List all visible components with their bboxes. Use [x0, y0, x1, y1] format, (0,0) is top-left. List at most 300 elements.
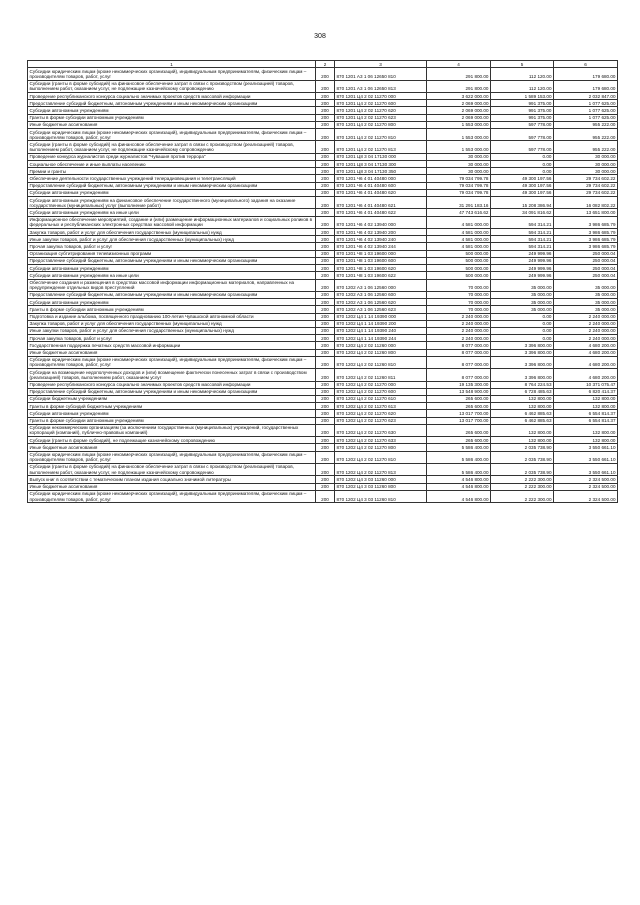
row-remainder-cell: 3 986 685.79: [554, 229, 618, 236]
row-code-cell: 870 1201 Ц4 2 02 11270 800: [335, 121, 427, 128]
row-code-cell: 870 1202 Ц4 2 02 11270 633: [335, 437, 427, 444]
row-name-cell: Субсидии (гранты в форме субсидий) на финансовое обеспечение затрат в связи с производством (реализацией) товаров, выполнением работ, оказанием услуг, не подлежащие казначейскому сопровождению: [28, 141, 316, 153]
column-header-5: 5: [491, 61, 554, 68]
row-grbs-cell: 200: [316, 100, 335, 107]
row-remainder-cell: 29 734 602.22: [554, 189, 618, 196]
row-remainder-cell: 1 077 625.00: [554, 107, 618, 114]
row-amount-cell: 30 000.00: [427, 168, 491, 175]
row-name-cell: Субсидии юридическим лицам (кроме некоммерческих организаций), индивидуальным предпринимателям, физическим лицам – производителям товаров, работ, услуг: [28, 356, 316, 368]
table-row: [28, 299, 618, 306]
row-name-cell: Гранты в форме субсидий бюджетным учреждениям: [28, 403, 316, 410]
row-executed-cell: 0.00: [491, 335, 554, 342]
table-row: [28, 451, 618, 463]
row-name-cell: Субсидии автономным учреждениям: [28, 410, 316, 417]
row-grbs-cell: 200: [316, 299, 335, 306]
row-grbs-cell: 200: [316, 369, 335, 381]
page-number: 308: [314, 33, 326, 40]
table-body: [28, 68, 618, 503]
row-amount-cell: 13 017 700.00: [427, 410, 491, 417]
row-remainder-cell: 30 000.00: [554, 153, 618, 160]
table-row: [28, 320, 618, 327]
row-grbs-cell: 200: [316, 327, 335, 334]
row-remainder-cell: 250 000.04: [554, 265, 618, 272]
row-code-cell: 870 1202 Ц4 1 14 19390 240: [335, 327, 427, 334]
row-executed-cell: 49 300 197.56: [491, 189, 554, 196]
row-amount-cell: 31 291 183.16: [427, 197, 491, 209]
row-executed-cell: 0.00: [491, 320, 554, 327]
row-amount-cell: 4 546 800.00: [427, 490, 491, 502]
table-row: [28, 209, 618, 216]
row-amount-cell: 4 546 800.00: [427, 476, 491, 483]
row-amount-cell: 47 743 616.62: [427, 209, 491, 216]
table-row: [28, 403, 618, 410]
row-code-cell: 870 1202 Ц4 2 02 11270 800: [335, 444, 427, 451]
row-grbs-cell: 200: [316, 395, 335, 402]
row-amount-cell: 4 581 000.00: [427, 229, 491, 236]
row-code-cell: 870 1202 Ц4 3 03 11260 810: [335, 490, 427, 502]
row-grbs-cell: 200: [316, 335, 335, 342]
row-grbs-cell: 200: [316, 175, 335, 182]
row-amount-cell: 291 800.00: [427, 80, 491, 92]
row-remainder-cell: 6 820 414.37: [554, 388, 618, 395]
row-code-cell: 870 1202 Ц4 3 03 11260 800: [335, 483, 427, 490]
row-code-cell: 870 1201 Ц4 2 02 11270 000: [335, 93, 427, 100]
row-remainder-cell: 13 651 800.00: [554, 209, 618, 216]
row-remainder-cell: 1 077 625.00: [554, 114, 618, 121]
row-code-cell: 870 1201 Ц8 3 04 17130 000: [335, 153, 427, 160]
row-grbs-cell: 200: [316, 356, 335, 368]
row-remainder-cell: 3 550 661.10: [554, 444, 618, 451]
row-name-cell: Субсидии автономным учреждениям на иные цели: [28, 272, 316, 279]
row-amount-cell: 2 240 000.00: [427, 335, 491, 342]
row-grbs-cell: 200: [316, 161, 335, 168]
row-remainder-cell: 30 000.00: [554, 168, 618, 175]
row-amount-cell: 500 000.00: [427, 257, 491, 264]
row-remainder-cell: 1 077 625.00: [554, 100, 618, 107]
budget-table: [27, 60, 618, 503]
row-code-cell: 870 1202 Ц4 2 02 11270 620: [335, 410, 427, 417]
row-remainder-cell: 955 222.00: [554, 129, 618, 141]
row-grbs-cell: 200: [316, 80, 335, 92]
row-code-cell: 870 1201 Ч8 1 03 19600 622: [335, 272, 427, 279]
row-remainder-cell: 132 800.00: [554, 395, 618, 402]
row-name-cell: Субсидии автономным учреждениям на финансовое обеспечение государственного (муниципального) задания на оказание государственных (муниципальных) услуг (выполнение работ): [28, 197, 316, 209]
row-executed-cell: 132 800.00: [491, 403, 554, 410]
table-row: [28, 417, 618, 424]
row-remainder-cell: 3 986 685.79: [554, 236, 618, 243]
row-grbs-cell: 200: [316, 107, 335, 114]
row-executed-cell: 991 375.00: [491, 107, 554, 114]
table-row: [28, 68, 618, 80]
table-row: [28, 490, 618, 502]
row-executed-cell: 8 764 224.53: [491, 381, 554, 388]
table-row: [28, 229, 618, 236]
table-row: [28, 356, 618, 368]
row-name-cell: Субсидии юридическим лицам (кроме некоммерческих организаций), индивидуальным предпринимателям, физическим лицам – производителям товаров, работ, услуг: [28, 129, 316, 141]
row-remainder-cell: 16 082 802.22: [554, 197, 618, 209]
row-name-cell: Закупка товаров, работ и услуг для обеспечения государственных (муниципальных) нужд: [28, 320, 316, 327]
row-grbs-cell: 200: [316, 291, 335, 298]
row-code-cell: 870 1202 Ц4 2 02 11270 813: [335, 463, 427, 475]
row-executed-cell: 594 314.21: [491, 216, 554, 228]
row-name-cell: Гранты в форме субсидии автономным учреждениям: [28, 417, 316, 424]
row-executed-cell: 112 120.00: [491, 68, 554, 80]
row-amount-cell: 2 069 000.00: [427, 107, 491, 114]
row-grbs-cell: 200: [316, 381, 335, 388]
row-remainder-cell: 6 554 814.37: [554, 410, 618, 417]
row-code-cell: 870 1202 Ц4 2 02 11270 630: [335, 424, 427, 436]
table-row: [28, 272, 618, 279]
row-amount-cell: 265 600.00: [427, 437, 491, 444]
row-code-cell: 870 1201 Ч6 4 02 13940 000: [335, 216, 427, 228]
table-row: [28, 153, 618, 160]
row-amount-cell: 4 581 000.00: [427, 236, 491, 243]
row-name-cell: Субсидии автономным учреждениям: [28, 265, 316, 272]
row-executed-cell: 3 396 800.00: [491, 349, 554, 356]
row-amount-cell: 19 135 300.00: [427, 381, 491, 388]
row-amount-cell: 4 581 000.00: [427, 243, 491, 250]
row-executed-cell: 2 035 738.90: [491, 463, 554, 475]
column-header-6: 6: [554, 61, 618, 68]
row-amount-cell: 2 240 000.00: [427, 320, 491, 327]
row-amount-cell: 4 581 000.00: [427, 216, 491, 228]
row-grbs-cell: 200: [316, 349, 335, 356]
row-grbs-cell: 200: [316, 93, 335, 100]
row-amount-cell: 70 000.00: [427, 279, 491, 291]
table-row: [28, 107, 618, 114]
table-row: [28, 197, 618, 209]
row-grbs-cell: 200: [316, 250, 335, 257]
row-amount-cell: 8 077 000.00: [427, 342, 491, 349]
row-name-cell: Предоставление субсидий бюджетным, автономным учреждениям и иным некоммерческим организациям: [28, 388, 316, 395]
row-code-cell: 870 1201 Ч8 1 03 19600 620: [335, 265, 427, 272]
row-amount-cell: 8 077 000.00: [427, 369, 491, 381]
row-name-cell: Прочая закупка товаров, работ и услуг: [28, 335, 316, 342]
table-header: [28, 61, 618, 68]
row-executed-cell: 1 589 153.00: [491, 93, 554, 100]
row-remainder-cell: 35 000.00: [554, 306, 618, 313]
row-executed-cell: 249 999.96: [491, 272, 554, 279]
row-name-cell: Прочая закупка товаров, работ и услуг: [28, 243, 316, 250]
row-grbs-cell: 200: [316, 403, 335, 410]
row-amount-cell: 1 553 000.00: [427, 121, 491, 128]
row-grbs-cell: 200: [316, 197, 335, 209]
row-code-cell: 870 1201 Ц8 3 04 17130 300: [335, 161, 427, 168]
row-executed-cell: 6 462 885.63: [491, 410, 554, 417]
row-executed-cell: 249 999.96: [491, 257, 554, 264]
row-grbs-cell: 200: [316, 410, 335, 417]
row-executed-cell: 6 728 485.63: [491, 388, 554, 395]
row-grbs-cell: 200: [316, 257, 335, 264]
row-code-cell: 870 1201 Ч6 4 02 13940 240: [335, 236, 427, 243]
row-remainder-cell: 250 000.04: [554, 272, 618, 279]
row-remainder-cell: 2 324 500.00: [554, 490, 618, 502]
row-executed-cell: 0.00: [491, 153, 554, 160]
row-remainder-cell: 2 324 500.00: [554, 476, 618, 483]
row-executed-cell: 15 208 386.94: [491, 197, 554, 209]
row-name-cell: Субсидии юридическим лицам (кроме некоммерческих организаций), индивидуальным предпринимателям, физическим лицам – производителям товаров, работ, услуг: [28, 451, 316, 463]
row-code-cell: 870 1202 А3 1 06 12560 000: [335, 279, 427, 291]
row-executed-cell: 594 314.21: [491, 229, 554, 236]
row-grbs-cell: 200: [316, 483, 335, 490]
row-name-cell: Социальное обеспечение и иные выплаты населению: [28, 161, 316, 168]
row-executed-cell: 132 800.00: [491, 424, 554, 436]
row-remainder-cell: 4 680 200.00: [554, 349, 618, 356]
row-code-cell: 870 1202 Ц4 2 02 11270 000: [335, 381, 427, 388]
row-remainder-cell: 30 000.00: [554, 161, 618, 168]
row-code-cell: 870 1201 Ц4 2 02 11270 810: [335, 129, 427, 141]
table-row: [28, 444, 618, 451]
row-executed-cell: 3 396 800.00: [491, 369, 554, 381]
row-name-cell: Субсидии автономным учреждениям: [28, 299, 316, 306]
row-grbs-cell: 200: [316, 216, 335, 228]
row-remainder-cell: 3 986 685.79: [554, 216, 618, 228]
row-executed-cell: 2 222 300.00: [491, 490, 554, 502]
row-remainder-cell: 3 986 685.79: [554, 243, 618, 250]
table-row: [28, 349, 618, 356]
row-executed-cell: 0.00: [491, 168, 554, 175]
row-code-cell: 870 1201 Ч6 4 01 40480 620: [335, 189, 427, 196]
table-row: [28, 381, 618, 388]
row-code-cell: 870 1202 Ц4 2 02 11270 810: [335, 451, 427, 463]
row-executed-cell: 132 800.00: [491, 437, 554, 444]
row-executed-cell: 49 300 197.56: [491, 182, 554, 189]
row-grbs-cell: 200: [316, 129, 335, 141]
row-remainder-cell: 955 222.00: [554, 121, 618, 128]
row-name-cell: Иные бюджетные ассигнования: [28, 483, 316, 490]
row-name-cell: Субсидии (гранты в форме субсидий), не подлежащие казначейскому сопровождению: [28, 437, 316, 444]
row-code-cell: 870 1201 Ц4 2 02 11270 623: [335, 114, 427, 121]
row-code-cell: 870 1201 А3 1 06 12650 813: [335, 80, 427, 92]
row-grbs-cell: 200: [316, 306, 335, 313]
table-row: [28, 279, 618, 291]
row-grbs-cell: 200: [316, 320, 335, 327]
row-executed-cell: 249 999.96: [491, 265, 554, 272]
row-amount-cell: 1 553 000.00: [427, 141, 491, 153]
row-executed-cell: 0.00: [491, 161, 554, 168]
row-name-cell: Подготовка и издание альбома, посвященного празднованию 100-летия Чувашской автономной области: [28, 313, 316, 320]
row-executed-cell: 35 000.00: [491, 299, 554, 306]
table-row: [28, 313, 618, 320]
row-grbs-cell: 200: [316, 417, 335, 424]
column-header-2: 2: [316, 61, 335, 68]
table-row: [28, 327, 618, 334]
column-header-1: 1: [28, 61, 316, 68]
row-code-cell: 870 1201 Ч8 1 03 19600 000: [335, 250, 427, 257]
row-name-cell: Иные бюджетные ассигнования: [28, 121, 316, 128]
row-remainder-cell: 29 734 602.22: [554, 175, 618, 182]
row-executed-cell: 35 000.00: [491, 291, 554, 298]
column-header-4: 4: [427, 61, 491, 68]
row-code-cell: 870 1201 Ч6 4 01 40480 000: [335, 175, 427, 182]
row-name-cell: Субсидии автономным учреждениям: [28, 189, 316, 196]
row-name-cell: Премии и гранты: [28, 168, 316, 175]
row-code-cell: 870 1202 Ц4 2 02 11270 600: [335, 388, 427, 395]
row-name-cell: Субсидии юридическим лицам (кроме некоммерческих организаций), индивидуальным предпринимателям, физическим лицам – производителям товаров, работ, услуг: [28, 68, 316, 80]
row-code-cell: 870 1201 Ч8 1 03 19600 600: [335, 257, 427, 264]
row-amount-cell: 500 000.00: [427, 272, 491, 279]
table-row: [28, 129, 618, 141]
table-row: [28, 335, 618, 342]
row-amount-cell: 5 586 400.00: [427, 444, 491, 451]
row-grbs-cell: 200: [316, 243, 335, 250]
row-name-cell: Субсидии юридическим лицам (кроме некоммерческих организаций), индивидуальным предпринимателям, физическим лицам – производителям товаров, работ, услуг: [28, 490, 316, 502]
row-name-cell: Проведение республиканского конкурса социально значимых проектов средств массовой информации: [28, 381, 316, 388]
table-row: [28, 114, 618, 121]
row-executed-cell: 594 314.21: [491, 243, 554, 250]
row-remainder-cell: 2 032 847.00: [554, 93, 618, 100]
row-name-cell: Проведение республиканского конкурса социально значимых проектов средств массовой информации: [28, 93, 316, 100]
row-code-cell: 870 1202 Ц4 2 02 11260 810: [335, 356, 427, 368]
row-executed-cell: 2 222 300.00: [491, 483, 554, 490]
table-row: [28, 236, 618, 243]
table-row: [28, 161, 618, 168]
row-executed-cell: 0.00: [491, 313, 554, 320]
row-name-cell: Гранты в форме субсидии автономным учреждениям: [28, 114, 316, 121]
row-code-cell: 870 1201 Ц4 2 02 11270 620: [335, 107, 427, 114]
row-code-cell: 870 1201 Ч6 4 01 40480 622: [335, 209, 427, 216]
table-row: [28, 265, 618, 272]
row-remainder-cell: 10 371 075.47: [554, 381, 618, 388]
row-amount-cell: 3 622 000.00: [427, 93, 491, 100]
row-grbs-cell: 200: [316, 168, 335, 175]
row-remainder-cell: 35 000.00: [554, 291, 618, 298]
row-executed-cell: 6 462 885.63: [491, 417, 554, 424]
row-grbs-cell: 200: [316, 279, 335, 291]
row-remainder-cell: 2 240 000.00: [554, 335, 618, 342]
table-row: [28, 80, 618, 92]
row-code-cell: 870 1201 Ц4 2 02 11270 813: [335, 141, 427, 153]
row-executed-cell: 3 396 800.00: [491, 356, 554, 368]
row-grbs-cell: 200: [316, 236, 335, 243]
table-row: [28, 182, 618, 189]
row-name-cell: Предоставление субсидий бюджетным, автономным учреждениям и иным некоммерческим организациям: [28, 257, 316, 264]
row-executed-cell: 3 396 800.00: [491, 342, 554, 349]
row-name-cell: Субсидии на возмещение недополученных доходов и (или) возмещение фактически понесенных затрат в связи с производством (реализацией) товаров, выполнением работ, оказанием услуг: [28, 369, 316, 381]
row-amount-cell: 1 553 000.00: [427, 129, 491, 141]
row-executed-cell: 35 000.00: [491, 279, 554, 291]
row-code-cell: 870 1201 Ц8 3 04 17130 350: [335, 168, 427, 175]
row-grbs-cell: 200: [316, 388, 335, 395]
row-remainder-cell: 2 240 000.00: [554, 320, 618, 327]
row-name-cell: Иные бюджетные ассигнования: [28, 444, 316, 451]
row-grbs-cell: 200: [316, 265, 335, 272]
row-grbs-cell: 200: [316, 342, 335, 349]
row-amount-cell: 13 017 700.00: [427, 417, 491, 424]
table-row: [28, 424, 618, 436]
row-remainder-cell: 2 240 000.00: [554, 327, 618, 334]
row-name-cell: Гранты в форме субсидии автономным учреждениям: [28, 306, 316, 313]
row-executed-cell: 34 091 816.62: [491, 209, 554, 216]
row-remainder-cell: 250 000.04: [554, 250, 618, 257]
row-grbs-cell: 200: [316, 182, 335, 189]
row-amount-cell: 500 000.00: [427, 265, 491, 272]
row-amount-cell: 79 034 799.78: [427, 175, 491, 182]
row-name-cell: Закупка товаров, работ и услуг для обеспечения государственных (муниципальных) нужд: [28, 229, 316, 236]
row-grbs-cell: 200: [316, 68, 335, 80]
table-row: [28, 250, 618, 257]
row-remainder-cell: 3 550 661.10: [554, 463, 618, 475]
row-remainder-cell: 35 000.00: [554, 299, 618, 306]
row-amount-cell: 265 600.00: [427, 395, 491, 402]
row-code-cell: 870 1202 Ц4 3 03 11260 000: [335, 476, 427, 483]
row-name-cell: Организация субтитрирования телевизионных программ: [28, 250, 316, 257]
row-code-cell: 870 1201 Ч6 4 01 40480 600: [335, 182, 427, 189]
row-remainder-cell: 29 734 602.22: [554, 182, 618, 189]
row-name-cell: Проведение конкурса журналистов среди журналистов "Чувашия против террора": [28, 153, 316, 160]
row-amount-cell: 8 077 000.00: [427, 356, 491, 368]
row-grbs-cell: 200: [316, 476, 335, 483]
table-row: [28, 257, 618, 264]
row-grbs-cell: 200: [316, 153, 335, 160]
table-row: [28, 175, 618, 182]
row-executed-cell: 991 375.00: [491, 100, 554, 107]
row-name-cell: Обеспечение деятельности государственных учреждений телерадиовещания и телетрансляций: [28, 175, 316, 182]
table-row: [28, 342, 618, 349]
row-grbs-cell: 200: [316, 121, 335, 128]
table-row: [28, 121, 618, 128]
table-row: [28, 189, 618, 196]
row-amount-cell: 70 000.00: [427, 306, 491, 313]
row-code-cell: 870 1202 А3 1 06 12560 600: [335, 291, 427, 298]
row-code-cell: 870 1201 Ч6 4 02 13940 244: [335, 243, 427, 250]
row-remainder-cell: 3 550 661.10: [554, 451, 618, 463]
row-amount-cell: 5 586 400.00: [427, 463, 491, 475]
row-name-cell: Субсидии некоммерческим организациям (за исключением государственных (муниципальных) учреждений, государственных корпораций (компаний), публично-правовых компаний): [28, 424, 316, 436]
row-amount-cell: 70 000.00: [427, 291, 491, 298]
row-code-cell: 870 1202 Ц4 2 02 11260 811: [335, 369, 427, 381]
row-code-cell: 870 1202 Ц4 1 14 19390 244: [335, 335, 427, 342]
row-executed-cell: 132 800.00: [491, 395, 554, 402]
row-amount-cell: 79 034 799.78: [427, 189, 491, 196]
row-remainder-cell: 6 554 814.37: [554, 417, 618, 424]
table-row: [28, 476, 618, 483]
row-grbs-cell: 200: [316, 272, 335, 279]
row-name-cell: Субсидии автономным учреждениям: [28, 107, 316, 114]
row-executed-cell: 2 035 738.90: [491, 444, 554, 451]
row-amount-cell: 2 240 000.00: [427, 313, 491, 320]
row-grbs-cell: 200: [316, 437, 335, 444]
table-row: [28, 168, 618, 175]
row-code-cell: 870 1202 Ц4 1 14 19390 200: [335, 320, 427, 327]
row-amount-cell: 291 800.00: [427, 68, 491, 80]
row-grbs-cell: 200: [316, 114, 335, 121]
row-code-cell: 870 1201 А3 1 06 12650 810: [335, 68, 427, 80]
row-executed-cell: 112 120.00: [491, 80, 554, 92]
row-amount-cell: 2 069 000.00: [427, 100, 491, 107]
table-row: [28, 395, 618, 402]
row-code-cell: 870 1202 Ц4 2 02 11270 610: [335, 395, 427, 402]
row-code-cell: 870 1201 Ч6 4 01 40480 621: [335, 197, 427, 209]
row-remainder-cell: 179 680.00: [554, 68, 618, 80]
row-amount-cell: 4 546 800.00: [427, 483, 491, 490]
table-row: [28, 141, 618, 153]
row-grbs-cell: 200: [316, 313, 335, 320]
row-remainder-cell: 132 800.00: [554, 424, 618, 436]
row-name-cell: Иные бюджетные ассигнования: [28, 349, 316, 356]
row-executed-cell: 49 300 197.56: [491, 175, 554, 182]
row-grbs-cell: 200: [316, 141, 335, 153]
row-name-cell: Выпуск книг в соответствии с тематическим планом издания социально значимой литературы: [28, 476, 316, 483]
row-code-cell: 870 1202 А3 1 06 12560 620: [335, 299, 427, 306]
row-remainder-cell: 132 800.00: [554, 437, 618, 444]
row-name-cell: Субсидии (гранты в форме субсидий) на финансовое обеспечение затрат в связи с производством (реализацией) товаров, выполнением работ, оказанием услуг, не подлежащие казначейскому сопровождению: [28, 80, 316, 92]
row-amount-cell: 8 077 000.00: [427, 349, 491, 356]
row-amount-cell: 5 586 400.00: [427, 451, 491, 463]
row-remainder-cell: 4 680 200.00: [554, 342, 618, 349]
table-row: [28, 216, 618, 228]
row-name-cell: Иные закупки товаров, работ и услуг для обеспечения государственных (муниципальных) нужд: [28, 236, 316, 243]
